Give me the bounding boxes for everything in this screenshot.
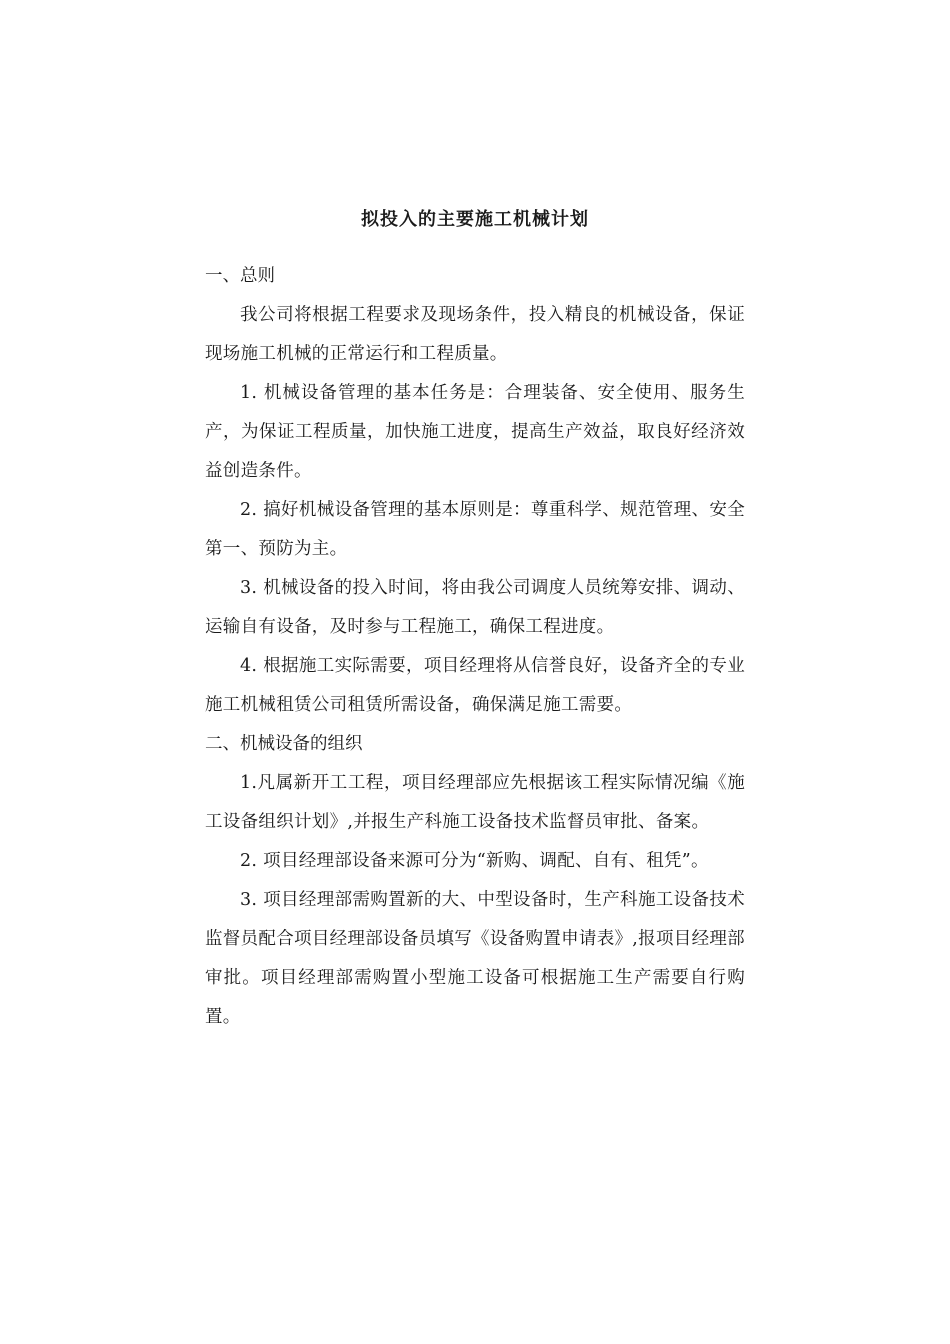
paragraph: 4. 根据施工实际需要，项目经理将从信誉良好，设备齐全的专业施工机械租赁公司租赁所需设备，确保满足施工需要。: [205, 656, 745, 715]
document-title: 拟投入的主要施工机械计划: [361, 209, 589, 230]
section-general: [205, 257, 745, 725]
section-equipment-organization: [205, 725, 745, 1037]
paragraph: 3. 项目经理部需购置新的大、中型设备时，生产科施工设备技术监督员配合项目经理部设备员填写《设备购置申请表》,报项目经理部审批。项目经理部需购置小型施工设备可根据施工生产需要自行购置。: [205, 890, 745, 1027]
paragraph: 2. 项目经理部设备来源可分为“新购、调配、自有、租凭”。: [240, 851, 709, 871]
section-heading: 二、机械设备的组织: [205, 734, 363, 754]
section-heading: 一、总则: [205, 266, 275, 286]
document-page: [205, 205, 745, 1037]
paragraph: 1. 机械设备管理的基本任务是：合理装备、安全使用、服务生产，为保证工程质量，加快施工进度，提高生产效益，取良好经济效益创造条件。: [205, 383, 745, 481]
paragraph: 我公司将根据工程要求及现场条件，投入精良的机械设备，保证现场施工机械的正常运行和工程质量。: [205, 305, 745, 364]
paragraph: 3. 机械设备的投入时间，将由我公司调度人员统筹安排、调动、运输自有设备，及时参与工程施工，确保工程进度。: [205, 578, 745, 637]
paragraph: 2. 搞好机械设备管理的基本原则是：尊重科学、规范管理、安全第一、预防为主。: [205, 500, 745, 559]
paragraph: 1.凡属新开工工程，项目经理部应先根据该工程实际情况编《施工设备组织计划》,并报生产科施工设备技术监督员审批、备案。: [205, 773, 745, 832]
